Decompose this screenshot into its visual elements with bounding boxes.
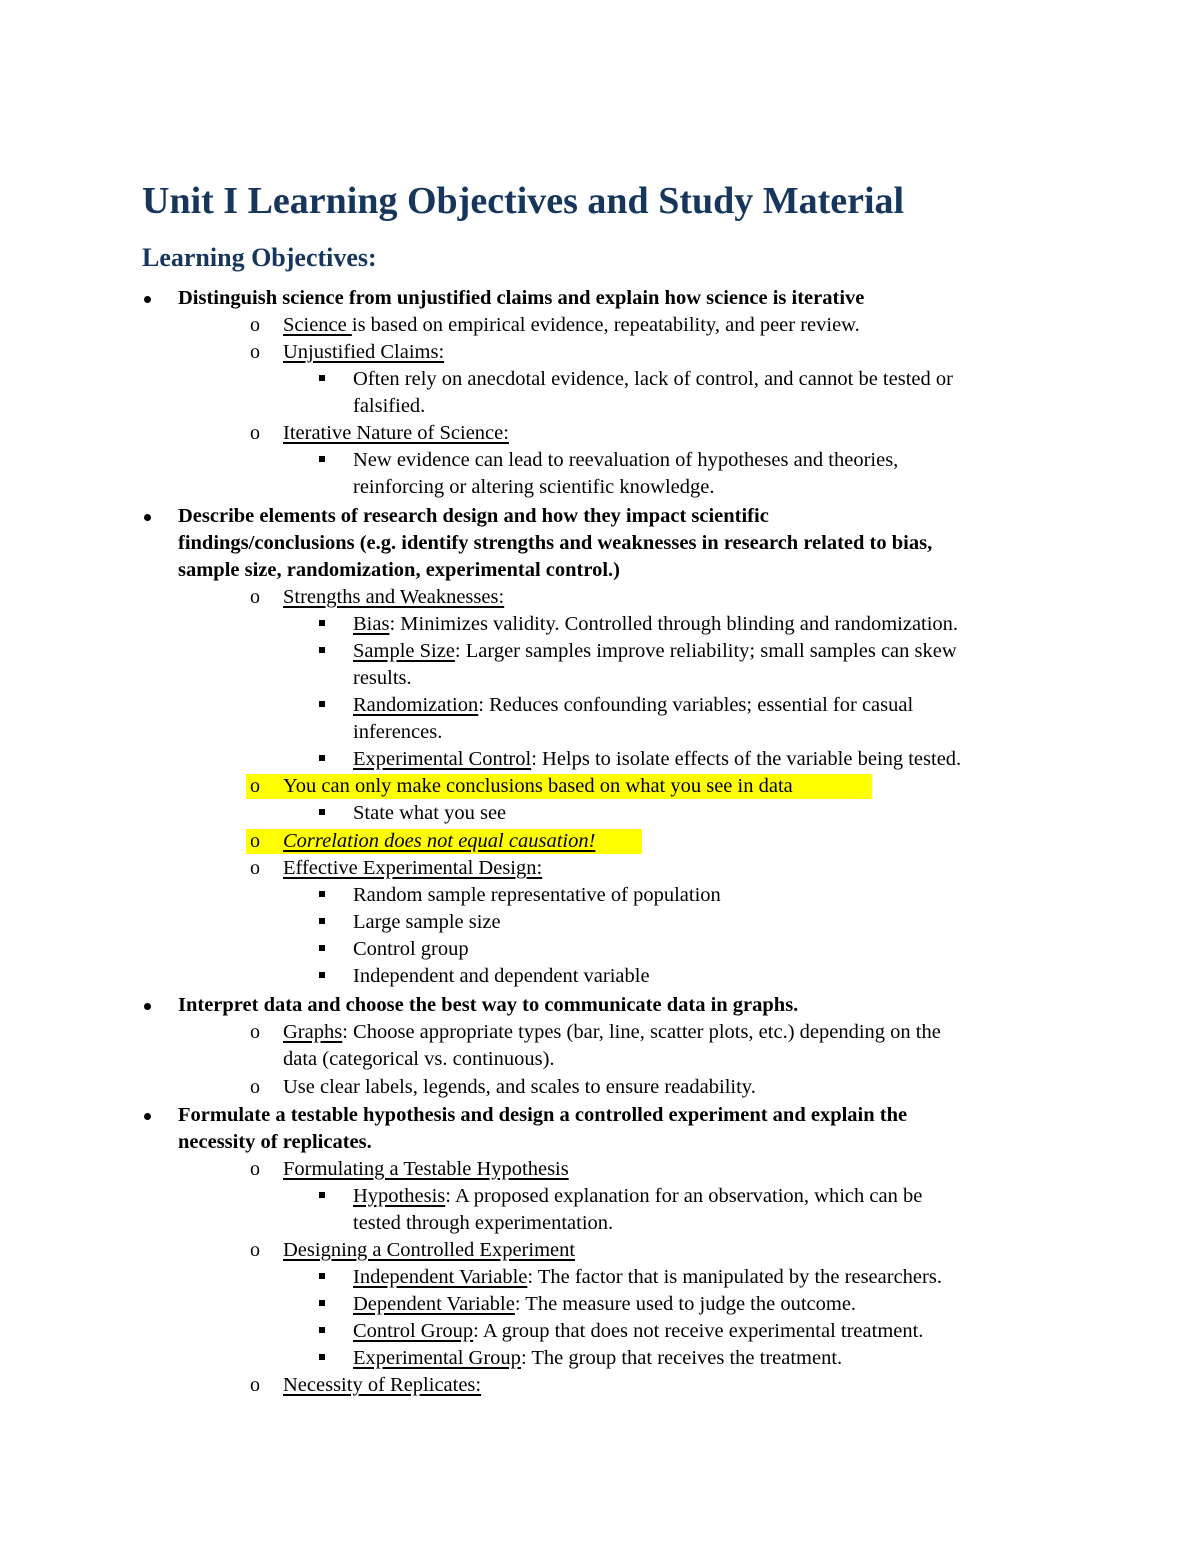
bullet-dot-icon bbox=[144, 1113, 151, 1120]
circle-bullet-icon: o bbox=[250, 1021, 260, 1043]
bullet-dot-icon bbox=[144, 514, 151, 521]
square-bullet-icon bbox=[319, 972, 325, 978]
square-bullet-icon bbox=[319, 1300, 325, 1306]
circle-bullet-icon: o bbox=[250, 341, 260, 363]
square-bullet-icon bbox=[319, 809, 325, 815]
circle-bullet-icon: o bbox=[250, 830, 260, 852]
circle-bullet-icon: o bbox=[250, 1076, 260, 1098]
square-bullet-icon bbox=[319, 375, 325, 381]
square-bullet-icon bbox=[319, 647, 325, 653]
square-bullet-icon bbox=[319, 755, 325, 761]
document-title: Unit I Learning Objectives and Study Material bbox=[142, 180, 905, 222]
circle-bullet-icon: o bbox=[250, 1239, 260, 1261]
square-bullet-icon bbox=[319, 620, 325, 626]
circle-bullet-icon: o bbox=[250, 1374, 260, 1396]
square-bullet-icon bbox=[319, 701, 325, 707]
square-bullet-icon bbox=[319, 456, 325, 462]
section-heading: Learning Objectives: bbox=[142, 243, 377, 272]
circle-bullet-icon: o bbox=[250, 775, 260, 797]
square-bullet-icon bbox=[319, 891, 325, 897]
square-bullet-icon bbox=[319, 945, 325, 951]
circle-bullet-icon: o bbox=[250, 857, 260, 879]
bullet-dot-icon bbox=[144, 296, 151, 303]
square-bullet-icon bbox=[319, 1273, 325, 1279]
square-bullet-icon bbox=[319, 1354, 325, 1360]
bullet-dot-icon bbox=[144, 1003, 151, 1010]
square-bullet-icon bbox=[319, 1327, 325, 1333]
square-bullet-icon bbox=[319, 918, 325, 924]
square-bullet-icon bbox=[319, 1192, 325, 1198]
circle-bullet-icon: o bbox=[250, 314, 260, 336]
circle-bullet-icon: o bbox=[250, 422, 260, 444]
circle-bullet-icon: o bbox=[250, 1158, 260, 1180]
circle-bullet-icon: o bbox=[250, 586, 260, 608]
document-page: Unit I Learning Objectives and Study Material Learning Objectives: Distinguish science from unjustified claims and explain how science is iterative o Science is based on empirical evidence, repeatability, and peer review. o Unjustified Claims: Often rely on anecdotal evidence, lack of control, and cannot be tested or falsified. o Iterative Nature of Science: New evidence can lead to reevaluation of hypotheses and theories, reinforcing or altering scientific knowledge. Describe elements of research design and how they impact scientific findings/conclusions (e.g. identify strengths and weaknesses in research related to bias, sample size, randomization, experimental control.) o Strengths and Weaknesses: Bias: Minimizes validity. Controlled through blinding and randomization. Sample Size: Larger samples improve reliability; small samples can skew results. Randomization: Reduces confounding variables; essential for casual inferences. Experimental Control: Helps to isolate effects of the variable being tested. o You can only make conclusions based on what you see in data State what you see o Correlation does not equal causation! o Effective Experimental Design: Random sample representative of population Large sample size Control group Independent and dependent variable Interpret data and choose the best way to communicate data in graphs. o Graphs: Choose appropriate types (bar, line, scatter plots, etc.) depending on the data (categorical vs. continuous). o Use clear labels, legends, and scales to ensure readability. Formulate a testable hypothesis and design a controlled experiment and explain the necessity of replicates. o Formulating a Testable Hypothesis Hypothesis: A proposed explanation for an observation, which can be tested through experimentation. o Designing a Controlled Experiment Independent Variable: The factor that is manipulated by the researchers. Dependent Variable: The measure used to judge the outcome. Control Group: A group that does not receive experimental treatment. Experimental Group: The group that receives the treatment. o Necessity of Replicates: bbox=[0, 0, 1200, 1553]
